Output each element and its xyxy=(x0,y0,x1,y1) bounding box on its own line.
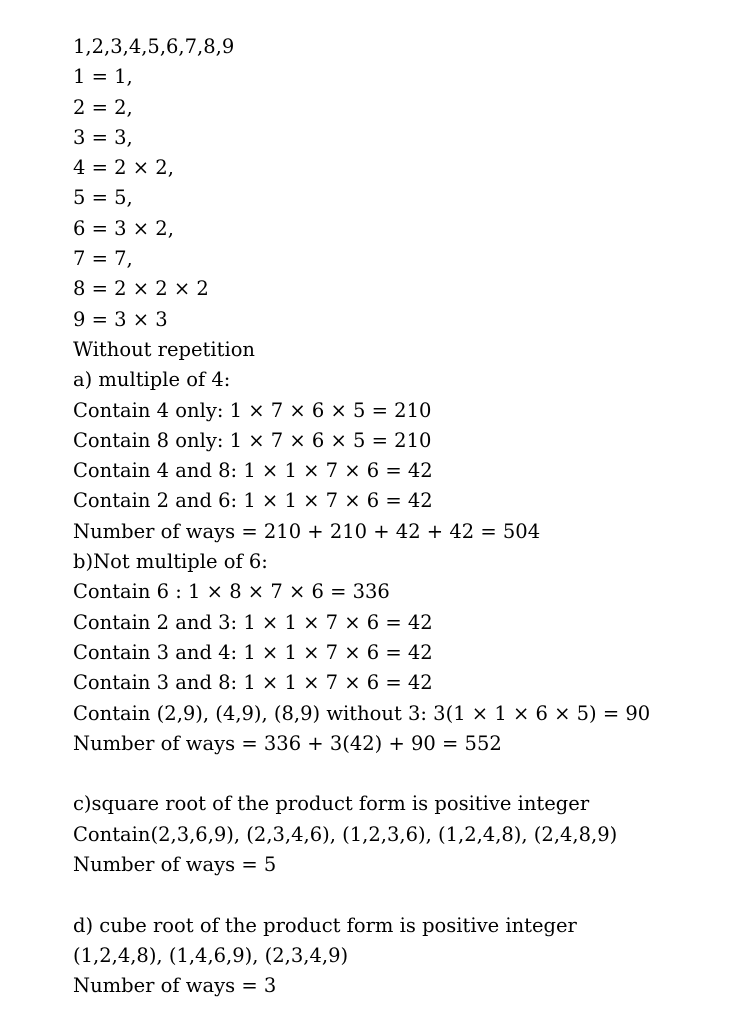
blank-line xyxy=(73,880,713,910)
part-d-sets: (1,2,4,8), (1,4,6,9), (2,3,4,9) xyxy=(73,943,349,967)
factorization-1: 1 = 1, xyxy=(73,65,133,89)
blank-line xyxy=(73,759,713,789)
document-page xyxy=(73,32,713,1002)
part-a-case-2: Contain 8 only: 1 × 7 × 6 × 5 = 210 xyxy=(73,428,432,452)
part-b-case-3: Contain 3 and 4: 1 × 1 × 7 × 6 = 42 xyxy=(73,640,433,664)
factorization-5: 5 = 5, xyxy=(73,186,133,210)
factorization-7: 7 = 7, xyxy=(73,247,133,271)
part-b-heading: b)Not multiple of 6: xyxy=(73,550,268,574)
part-a-case-1: Contain 4 only: 1 × 7 × 6 × 5 = 210 xyxy=(73,398,432,422)
part-b-case-1: Contain 6 : 1 × 8 × 7 × 6 = 336 xyxy=(73,580,390,604)
part-d-heading: d) cube root of the product form is positive integer xyxy=(73,913,577,937)
part-d-total: Number of ways = 3 xyxy=(73,974,277,998)
part-a-heading: a) multiple of 4: xyxy=(73,368,231,392)
factorization-3: 3 = 3, xyxy=(73,125,133,149)
part-a-case-3: Contain 4 and 8: 1 × 1 × 7 × 6 = 42 xyxy=(73,459,433,483)
factorization-6: 6 = 3 × 2, xyxy=(73,216,174,240)
digits-list: 1,2,3,4,5,6,7,8,9 xyxy=(73,35,235,58)
factorization-8: 8 = 2 × 2 × 2 xyxy=(73,277,209,301)
part-b-total: Number of ways = 336 + 3(42) + 90 = 552 xyxy=(73,731,502,755)
part-a-case-4: Contain 2 and 6: 1 × 1 × 7 × 6 = 42 xyxy=(73,489,433,513)
part-b-case-5: Contain (2,9), (4,9), (8,9) without 3: 3(1 × 1 × 6 × 5) = 90 xyxy=(73,701,651,725)
factorization-4: 4 = 2 × 2, xyxy=(73,156,174,180)
factorization-9: 9 = 3 × 3 xyxy=(73,307,168,331)
part-c-total: Number of ways = 5 xyxy=(73,853,277,877)
part-b-case-2: Contain 2 and 3: 1 × 1 × 7 × 6 = 42 xyxy=(73,610,433,634)
part-b-case-4: Contain 3 and 8: 1 × 1 × 7 × 6 = 42 xyxy=(73,671,433,695)
part-c-heading: c)square root of the product form is positive integer xyxy=(73,792,590,816)
factorization-2: 2 = 2, xyxy=(73,95,133,119)
section-heading: Without repetition xyxy=(73,337,255,361)
part-a-total: Number of ways = 210 + 210 + 42 + 42 = 504 xyxy=(73,519,541,543)
part-c-sets: Contain(2,3,6,9), (2,3,4,6), (1,2,3,6), (1,2,4,8), (2,4,8,9) xyxy=(73,822,618,846)
